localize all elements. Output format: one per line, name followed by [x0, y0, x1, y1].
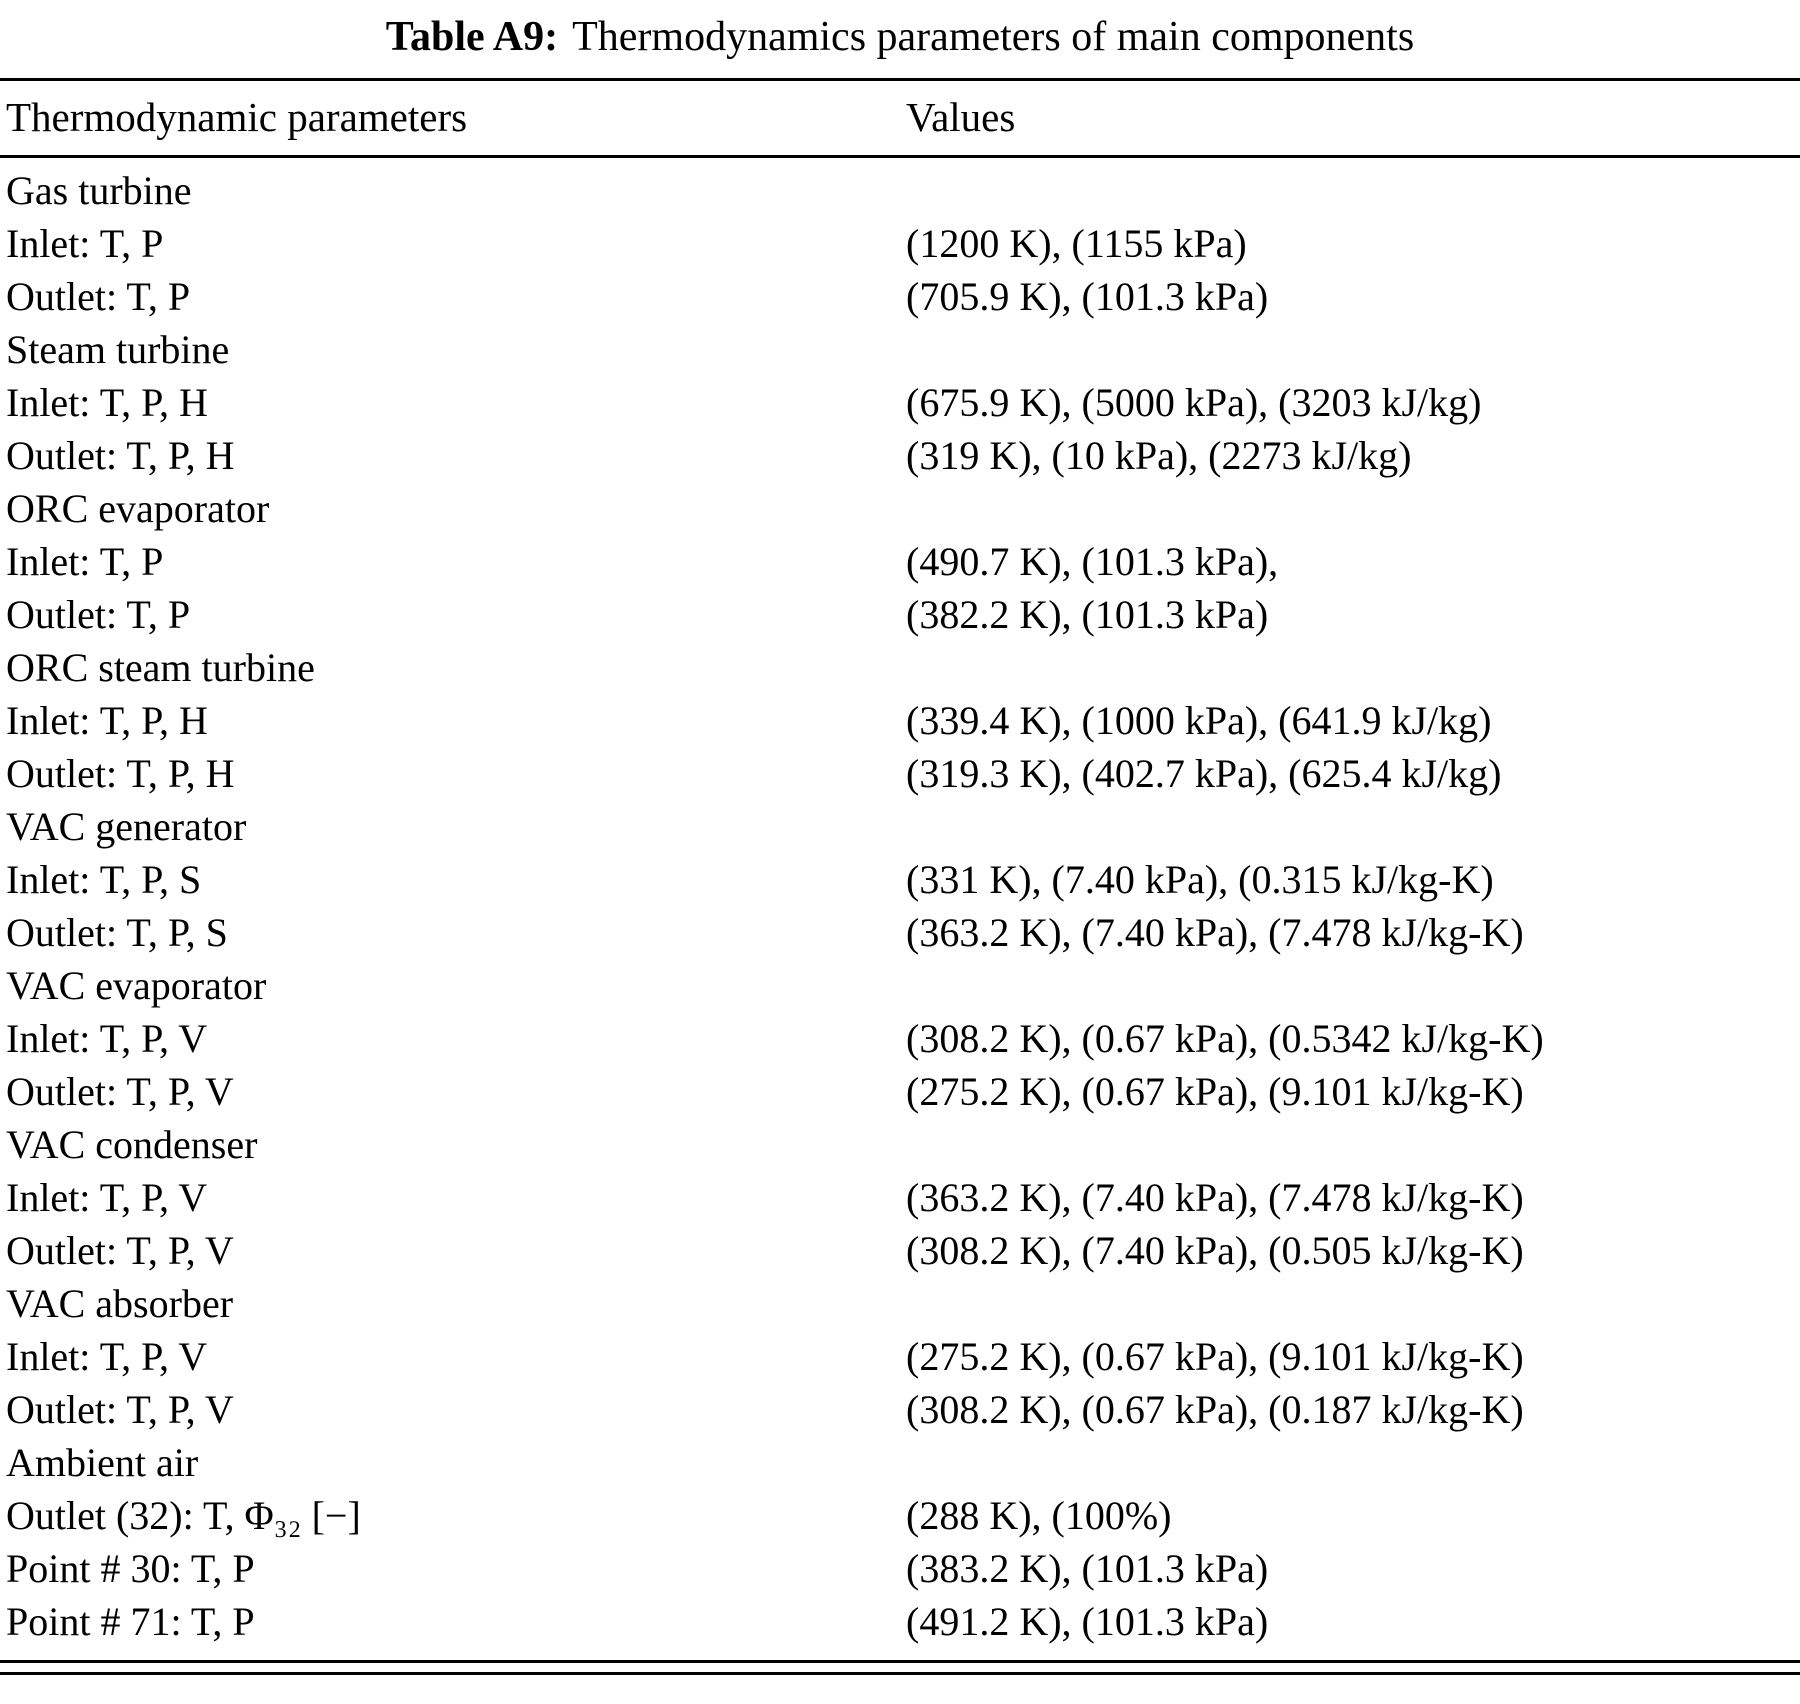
parameter-row — [0, 535, 1800, 588]
table-caption-label: Table A9: — [385, 14, 559, 60]
table-caption — [0, 0, 1800, 78]
parameter-cell: Outlet: T, P, S — [6, 910, 228, 955]
parameter-cell: ORC evaporator — [6, 486, 270, 531]
value-cell: (339.4 K), (1000 kPa), (641.9 kJ/kg) — [906, 698, 1492, 743]
value-cell: (308.2 K), (7.40 kPa), (0.505 kJ/kg-K) — [906, 1228, 1524, 1273]
parameter-row — [0, 853, 1800, 906]
parameter-cell: Outlet: T, P, H — [6, 751, 235, 796]
parameter-row — [0, 1065, 1800, 1118]
parameter-row — [0, 1542, 1800, 1595]
value-cell: (308.2 K), (0.67 kPa), (0.187 kJ/kg-K) — [906, 1387, 1524, 1432]
value-cell: (1200 K), (1155 kPa) — [906, 221, 1247, 266]
column-header-parameters: Thermodynamic parameters — [0, 80, 900, 157]
parameter-cell: Inlet: T, P, H — [6, 698, 208, 743]
component-row — [0, 1277, 1800, 1330]
table-body — [0, 157, 1800, 1657]
value-cell — [900, 482, 1800, 535]
parameter-cell: Outlet: T, P, H — [6, 433, 235, 478]
parameter-row — [0, 1171, 1800, 1224]
parameter-cell: Outlet: T, P — [6, 592, 191, 637]
parameter-cell: Inlet: T, P, S — [6, 857, 202, 902]
value-cell: (363.2 K), (7.40 kPa), (7.478 kJ/kg-K) — [906, 1175, 1524, 1220]
value-cell: (319.3 K), (402.7 kPa), (625.4 kJ/kg) — [906, 751, 1502, 796]
parameter-row — [0, 376, 1800, 429]
parameter-cell: Inlet: T, P, V — [6, 1175, 208, 1220]
parameter-cell: Ambient air — [6, 1440, 199, 1485]
parameter-row — [0, 1330, 1800, 1383]
parameter-cell: Inlet: T, P — [6, 539, 164, 584]
parameter-cell: ORC steam turbine — [6, 645, 315, 690]
parameter-cell: Outlet: T, P, V — [6, 1228, 234, 1273]
value-cell — [900, 1277, 1800, 1330]
value-cell — [900, 323, 1800, 376]
parameter-cell: Inlet: T, P, V — [6, 1334, 208, 1379]
component-row — [0, 959, 1800, 1012]
value-cell — [900, 959, 1800, 1012]
parameter-row — [0, 1012, 1800, 1065]
parameter-cell: Inlet: T, P, V — [6, 1016, 208, 1061]
table-header — [0, 80, 1800, 157]
parameter-cell: VAC evaporator — [6, 963, 267, 1008]
value-cell: (382.2 K), (101.3 kPa) — [906, 592, 1269, 637]
component-row — [0, 157, 1800, 218]
component-row — [0, 482, 1800, 535]
parameter-cell: VAC generator — [6, 804, 247, 849]
component-row — [0, 1118, 1800, 1171]
component-row — [0, 800, 1800, 853]
value-cell: (363.2 K), (7.40 kPa), (7.478 kJ/kg-K) — [906, 910, 1524, 955]
parameter-cell: Steam turbine — [6, 327, 230, 372]
table-caption-text: Thermodynamics parameters of main components — [572, 14, 1415, 60]
parameter-cell: Outlet: T, P, V — [6, 1069, 234, 1114]
parameter-row — [0, 1595, 1800, 1656]
parameter-row — [0, 1383, 1800, 1436]
component-row — [0, 1436, 1800, 1489]
thermodynamic-parameters-table — [0, 78, 1800, 1656]
parameter-cell: VAC absorber — [6, 1281, 234, 1326]
parameter-cell: Outlet: T, P — [6, 274, 191, 319]
parameter-cell: VAC condenser — [6, 1122, 258, 1167]
value-cell: (275.2 K), (0.67 kPa), (9.101 kJ/kg-K) — [906, 1334, 1524, 1379]
parameter-cell: Point # 71: T, P — [6, 1599, 255, 1644]
parameter-row — [0, 906, 1800, 959]
header-row — [0, 80, 1800, 157]
parameter-cell: Inlet: T, P, H — [6, 380, 208, 425]
parameter-row — [0, 270, 1800, 323]
value-cell — [900, 1436, 1800, 1489]
parameter-row — [0, 217, 1800, 270]
parameter-cell: Gas turbine — [6, 168, 192, 213]
parameter-row — [0, 694, 1800, 747]
parameter-row — [0, 429, 1800, 482]
parameter-row — [0, 1224, 1800, 1277]
value-cell — [900, 800, 1800, 853]
parameter-row — [0, 747, 1800, 800]
parameter-cell: Outlet (32): T, Φ₃₂ [−] — [6, 1493, 361, 1538]
value-cell: (308.2 K), (0.67 kPa), (0.5342 kJ/kg-K) — [906, 1016, 1544, 1061]
value-cell: (275.2 K), (0.67 kPa), (9.101 kJ/kg-K) — [906, 1069, 1524, 1114]
column-header-values: Values — [900, 80, 1800, 157]
component-row — [0, 323, 1800, 376]
value-cell — [900, 1118, 1800, 1171]
value-cell — [900, 641, 1800, 694]
value-cell: (705.9 K), (101.3 kPa) — [906, 274, 1269, 319]
value-cell: (490.7 K), (101.3 kPa), — [906, 539, 1279, 584]
value-cell: (331 K), (7.40 kPa), (0.315 kJ/kg-K) — [906, 857, 1494, 902]
parameter-row — [0, 1489, 1800, 1542]
component-row — [0, 641, 1800, 694]
value-cell: (675.9 K), (5000 kPa), (3203 kJ/kg) — [906, 380, 1482, 425]
value-cell: (288 K), (100%) — [906, 1493, 1172, 1538]
value-cell: (491.2 K), (101.3 kPa) — [906, 1599, 1269, 1644]
value-cell — [900, 157, 1800, 218]
table-bottom-rule — [0, 1660, 1800, 1675]
value-cell: (319 K), (10 kPa), (2273 kJ/kg) — [906, 433, 1412, 478]
parameter-cell: Outlet: T, P, V — [6, 1387, 234, 1432]
parameter-cell: Point # 30: T, P — [6, 1546, 255, 1591]
parameter-row — [0, 588, 1800, 641]
parameter-cell: Inlet: T, P — [6, 221, 164, 266]
value-cell: (383.2 K), (101.3 kPa) — [906, 1546, 1269, 1591]
